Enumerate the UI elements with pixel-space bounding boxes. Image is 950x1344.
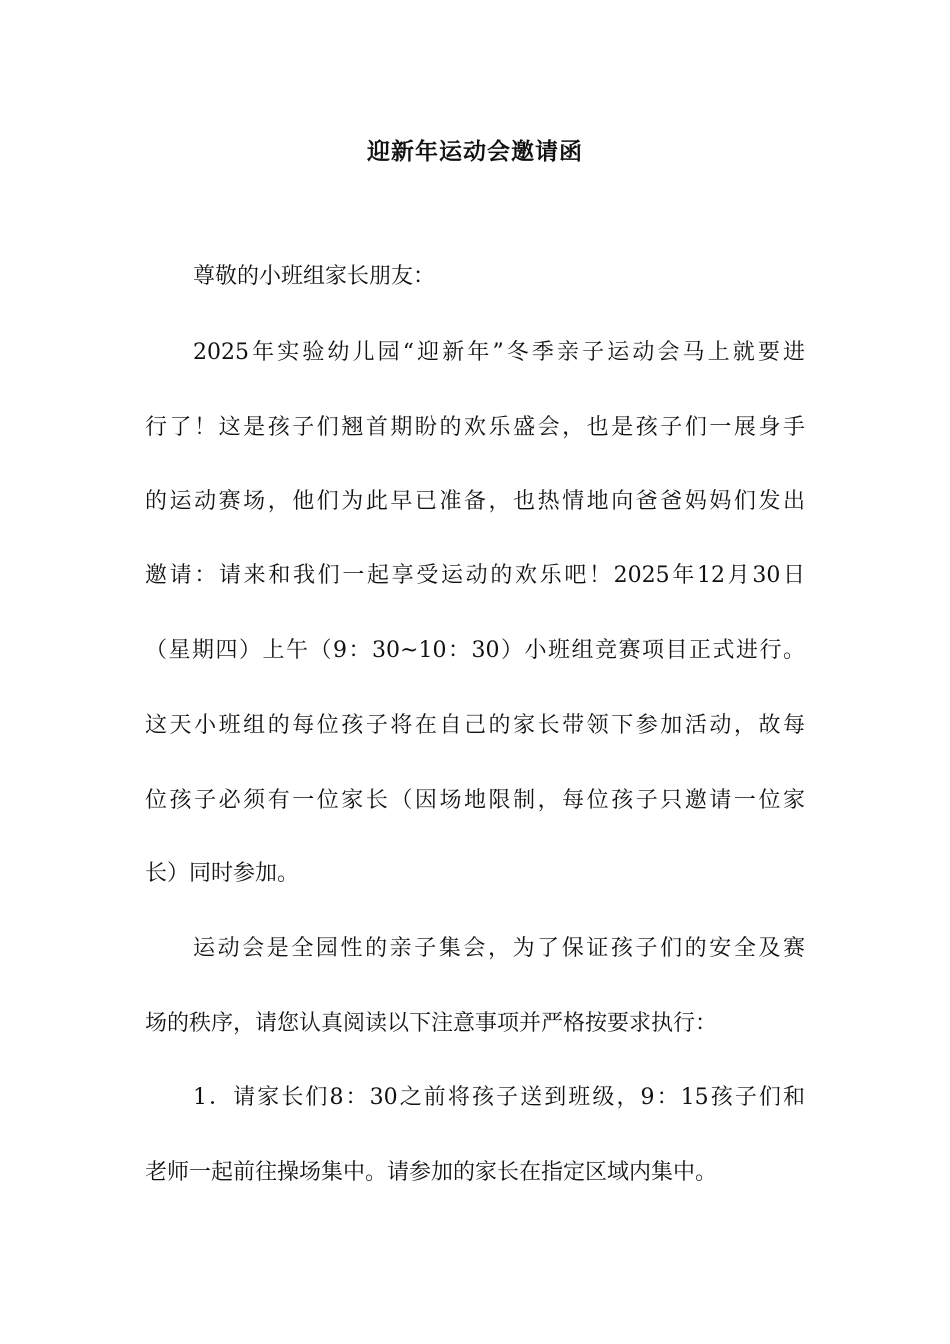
- salutation-line: 尊敬的小班组家长朋友：: [193, 264, 436, 289]
- body-line: 2025年实验幼儿园“迎新年”冬季亲子运动会马上就要进: [193, 340, 805, 365]
- body-line: 长）同时参加。: [145, 861, 300, 886]
- body-line: 行了！这是孩子们翘首期盼的欢乐盛会，也是孩子们一展身手: [145, 415, 805, 440]
- body-line: 这天小班组的每位孩子将在自己的家长带领下参加活动，故每: [145, 713, 805, 738]
- body-line: （星期四）上午（9：30~10：30）小班组竞赛项目正式进行。: [145, 638, 805, 663]
- body-line: 运动会是全园性的亲子集会，为了保证孩子们的安全及赛: [193, 936, 805, 961]
- notice-item-line: 1．请家长们8：30之前将孩子送到班级，9：15孩子们和: [193, 1085, 805, 1110]
- body-line: 场的秩序，请您认真阅读以下注意事项并严格按要求执行：: [145, 1011, 718, 1036]
- body-line: 的运动赛场，他们为此早已准备，也热情地向爸爸妈妈们发出: [145, 489, 805, 514]
- body-line: 位孩子必须有一位家长（因场地限制，每位孩子只邀请一位家: [145, 788, 805, 813]
- document-title: 迎新年运动会邀请函: [367, 138, 583, 165]
- notice-item-line: 老师一起前往操场集中。请参加的家长在指定区域内集中。: [145, 1160, 718, 1185]
- body-line: 邀请：请来和我们一起享受运动的欢乐吧！2025年12月30日: [145, 563, 805, 588]
